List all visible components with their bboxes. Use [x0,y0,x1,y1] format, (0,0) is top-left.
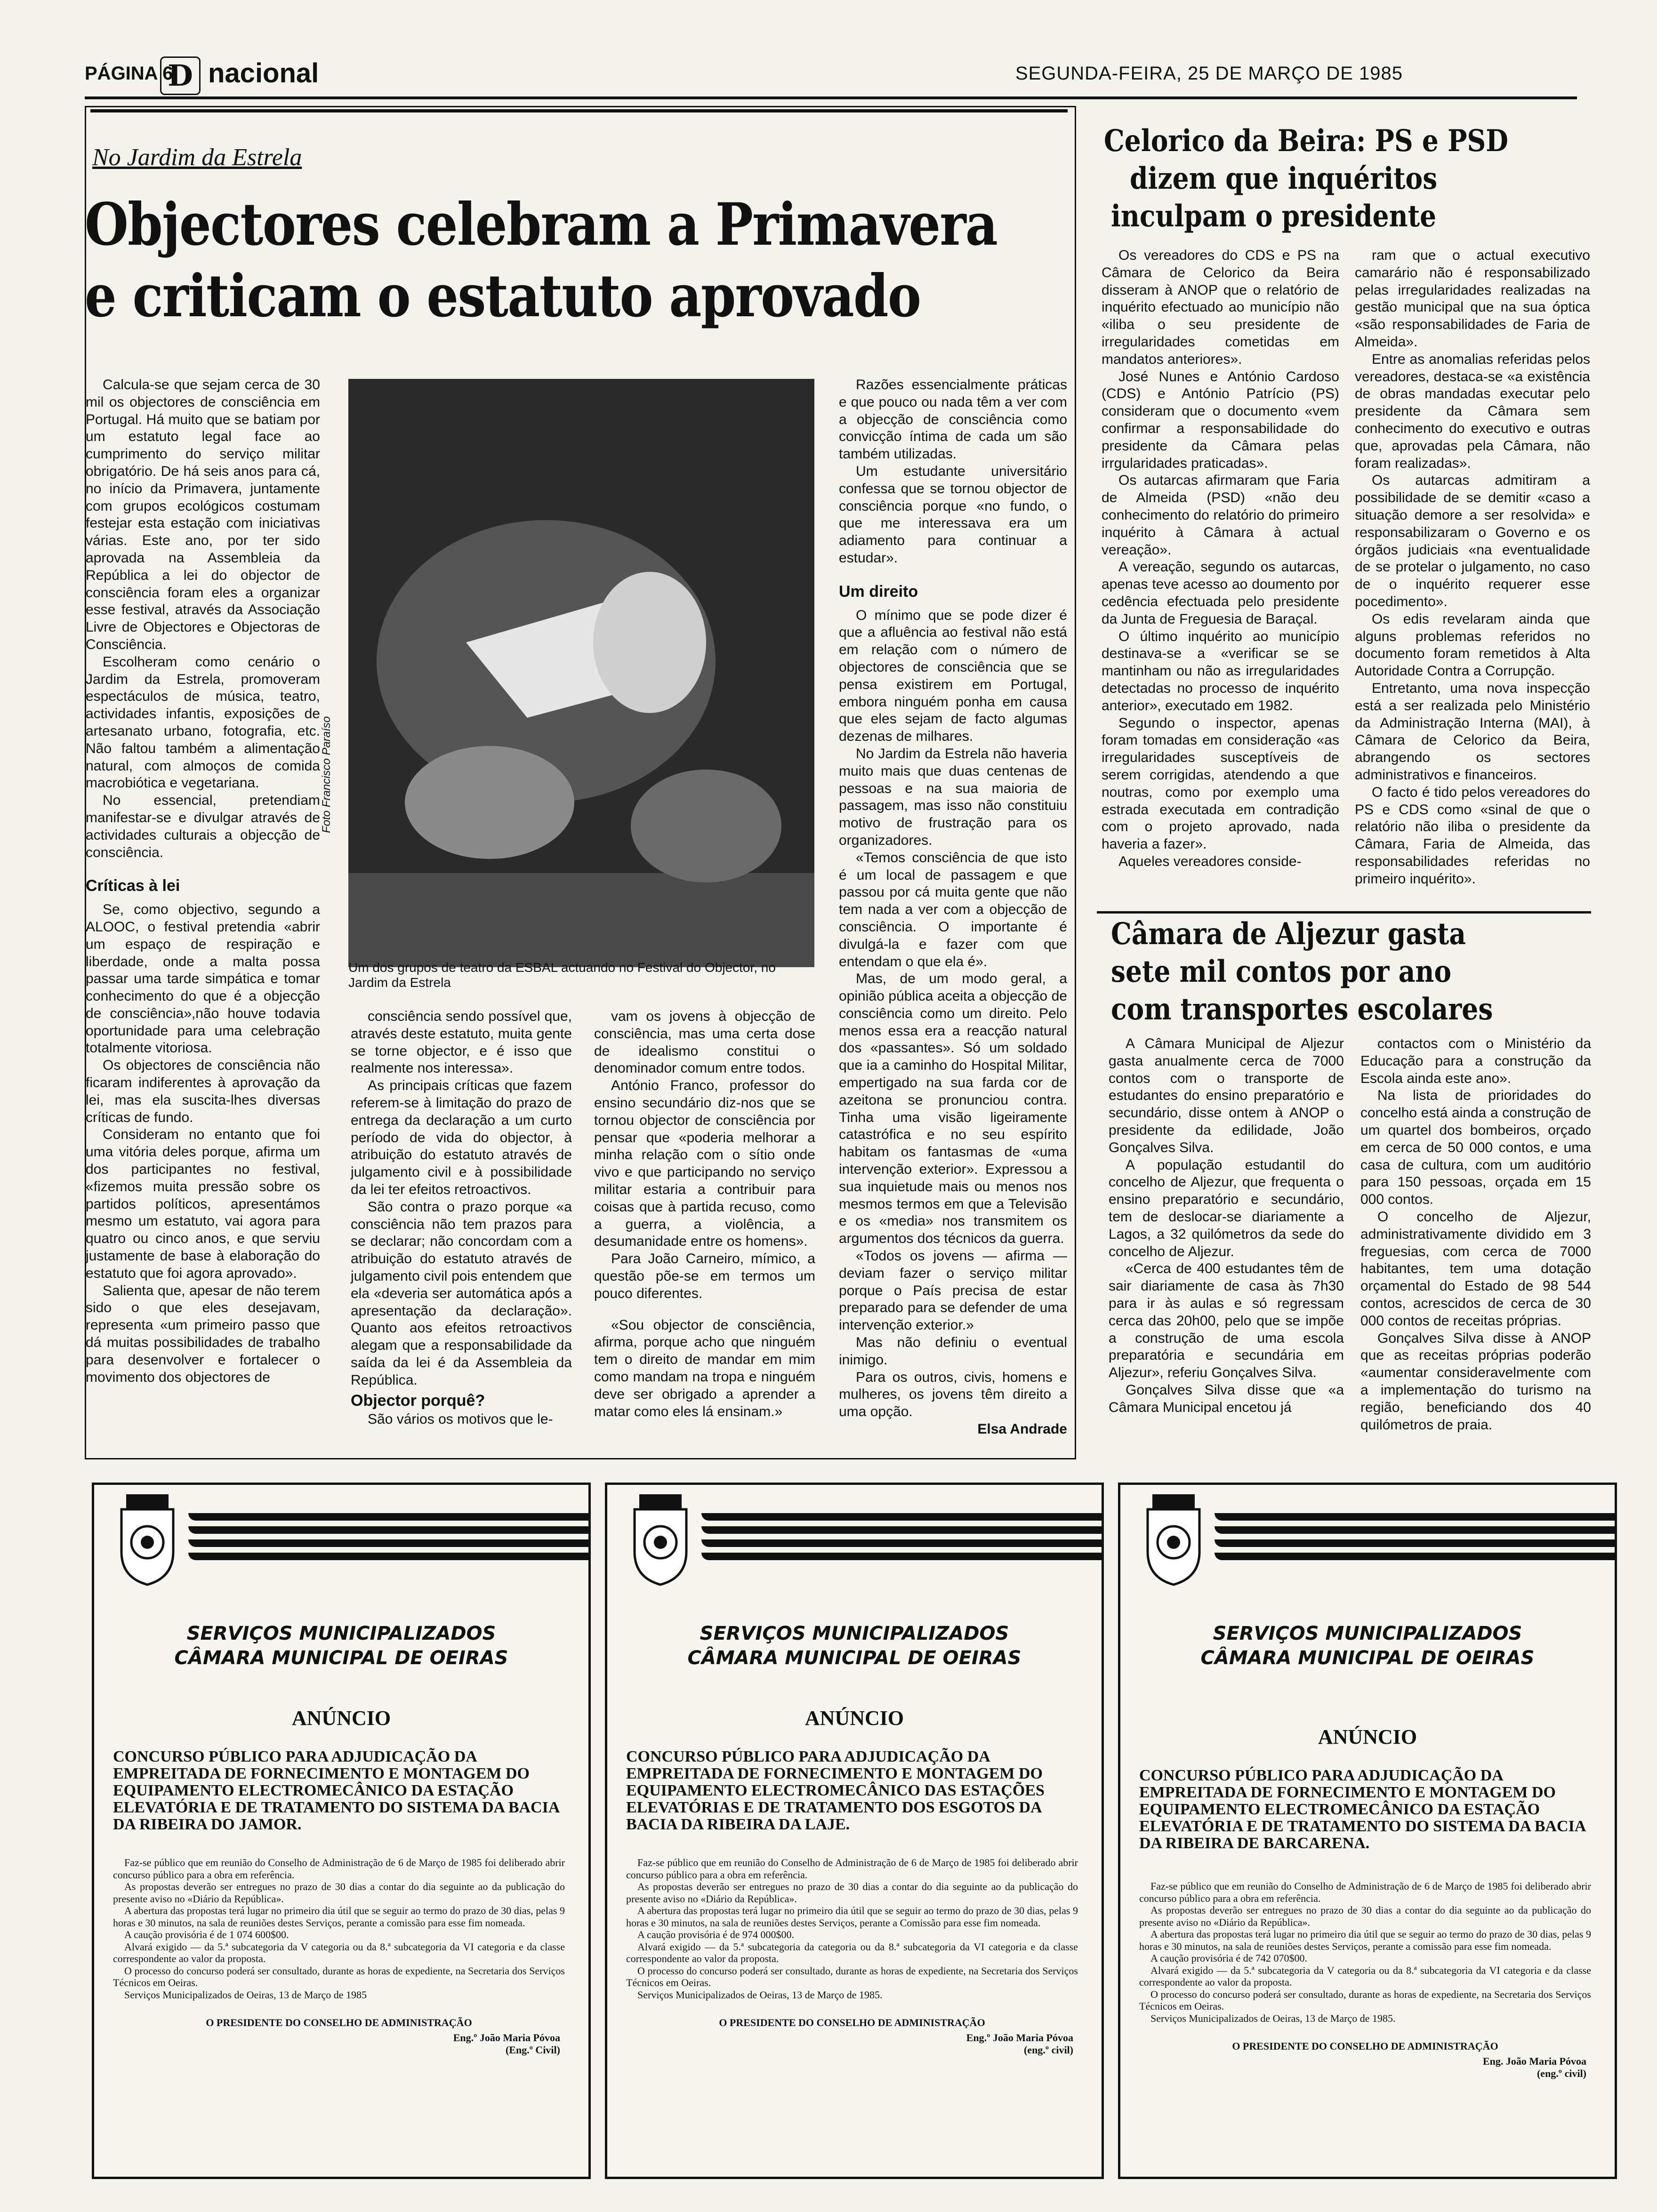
photo-image [348,379,814,967]
engineer-title: (eng.º civil) [1536,2068,1586,2079]
org-line-1: SERVIÇOS MUNICIPALIZADOS [186,1623,496,1644]
ad-announcement-label: ANÚNCIO [804,1707,904,1730]
paragraph: Na lista de prioridades do concelho está ainda a construção de um quartel dos bombeiros, orçado em cerca de 50 000 contos, e uma casa de cultura, com um auditório para 150 pessoas, orçada em 15 000 contos. [1360,1088,1591,1208]
paragraph: O processo do concurso poderá ser consultado, durante as horas de expediente, na Secretaria dos Serviços Técnicos em Oeiras. [113,1964,565,1988]
oeiras-ad-1 [92,1483,591,2179]
paragraph: Entre as anomalias referidas pelos vereadores, destaca-se «a existência de obras mandadas executar pelo presidente da Câmara sem conhecimento do executivo e outras que, aprovadas pela Câmara, não foram realizadas». [1355,351,1590,471]
paragraph: consciência sendo possível que, através deste estatuto, muita gente se torne objector, e é isso que realmente nos interessa». [351,1009,572,1076]
paragraph: vam os jovens à objecção de consciência, mas uma certa dose de idealismo constitui o denominador comum entre todos. [594,1009,815,1076]
lead-col-4 [839,377,1067,1438]
lead-top-rule [90,109,1068,112]
newspaper-logo-icon: D [160,56,201,95]
paragraph: Alvará exigido — da 5.ª subcategoria da V categoria ou da 8.ª subcategoria da VI categoria e da classe correspondente ao valor da proposta. [1139,1964,1591,1988]
org-line-1: SERVIÇOS MUNICIPALIZADOS [700,1623,1009,1644]
header-rule [85,96,1577,99]
subheading-criticas: Críticas à lei [86,877,180,895]
paragraph: Consideram no entanto que foi uma vitória deles porque, afirma um dos participantes no festival, «fizemos muita pressão sobre os partidos políticos, apresentámos mesmo um estatuto, vai agora para quatro ou cinco anos, e que serviu justamente de base à elaboração do estatuto que foi agora aprovado». [86,1127,320,1281]
ad-announcement-label: ANÚNCIO [1318,1725,1417,1748]
lead-col-2 [351,1008,572,1428]
lead-headline-1: Objectores celebram a Primavera [85,191,997,259]
paragraph: A Câmara Municipal de Aljezur gasta anualmente cerca de 7000 contos com o transporte de estudantes do ensino preparatório e secundário, disse ontem à ANOP o presidente da edilidade, João Gonçalves Silva. [1109,1036,1344,1155]
paragraph: «Temos consciência de que isto é um local de passagem e que passou por cá muita gente que não tem nada a ver com a objecção de consciência. O importante é divulgá-la e fazer com que entendam o que ela é». [839,850,1067,970]
paragraph: Faz-se público que em reunião do Conselho de Administração de 6 de Março de 1985 foi deliberado abrir concurso público para a obra em referência. [1139,1880,1591,1904]
lead-kicker: No Jardim da Estrela [92,144,302,171]
paragraph: António Franco, professor do ensino secundário diz-nos que se tornou objector de consciência por pensar que «poderia melhorar a minha relação com o sítio onde vivo e que participando no serviço militar estaria a contribuir para coisas que à partida recuso, como a guerra, a violência, a desumanidade entre os homens». [594,1078,815,1250]
paragraph: A vereação, segundo os autarcas, apenas teve acesso ao doumento por cedência efectuada pelo presidente da Junta de Freguesia de Baraçal. [1102,559,1339,627]
paragraph: No essencial, pretendiam manifestar-se e divulgar através de actividades culturais a objecção de consciência. [86,793,320,860]
decorative-stripes [1215,1513,1615,1574]
org-line-2: CÂMARA MUNICIPAL DE OEIRAS [1200,1647,1535,1669]
photo-caption: Um dos grupos de teatro da ESBAL actuando no Festival do Objector, no Jardim da Estrela [348,960,776,990]
lead-headline-2: e criticam o estatuto aprovado [85,262,921,330]
ad-organization [1120,1621,1615,1670]
decorative-stripes [188,1513,588,1574]
ad-title: CONCURSO PÚBLICO PARA ADJUDICAÇÃO DA EMPREITADA DE FORNECIMENTO E MONTAGEM DO EQUIPAMENTO ELECTROMECÂNICO DAS ESTAÇÕES ELEVATÓRIAS E DE TRATAMENTO DOS ESGOTOS DA BACIA DA RIBEIRA DA LAJE. [626,1748,1045,1833]
section-name: nacional [208,58,319,88]
paragraph: A caução provisória é de 742 070$00. [1150,1952,1307,1964]
oeiras-ad-2 [605,1483,1104,2179]
paragraph: Para os outros, civis, homens e mulheres, os jovens têm direito a uma opção. [839,1369,1067,1420]
paragraph: Serviços Municipalizados de Oeiras, 13 de Março de 1985 [124,1988,367,2001]
paragraph: O facto é tido pelos vereadores do PS e CDS como «sinal de que o relatório não iliba o presidente da Câmara, Faria de Almeida, das responsabilidades referidas no primeiro inquérito». [1355,784,1590,887]
paragraph: Salienta que, apesar de não terem sido o que eles desejavam, representa «um primeiro passo que dá muitas possibilidades de trabalho para desenvolver e fortalecer o movimento dos objectores de [86,1282,320,1385]
engineer-title: (Eng.º Civil) [505,2044,560,2056]
paragraph: «Todos os jovens — afirma — deviam fazer o serviço militar porque o País precisa de estar preparado para se defender de uma intervenção exterior.» [839,1248,1067,1333]
org-line-1: SERVIÇOS MUNICIPALIZADOS [1213,1623,1522,1644]
ad-body [113,1857,565,2001]
aljezur-headline-2: sete mil contos por ano [1111,954,1452,989]
paragraph: A caução provisória é de 974 000$00. [637,1929,794,1940]
ad-engineer [966,2032,1073,2056]
paragraph: Gonçalves Silva disse à ANOP que as receitas próprias poderão «aumentar consideravelmente com a implementação do turismo na região, beneficiando dos 40 quilómetros de praia. [1360,1330,1591,1433]
celorico-headline-2: dizem que inquéritos [1130,161,1438,196]
ad-president: O PRESIDENTE DO CONSELHO DE ADMINISTRAÇÃO [1232,2040,1498,2052]
paragraph: Alvará exigido — da 5.ª subcategoria da categoria ou da 8.ª subcategoria da VI categoria e da classe correspondente ao valor da proposta. [626,1940,1078,1964]
oeiras-ad-3 [1118,1483,1617,2179]
paragraph: O mínimo que se pode dizer é que a afluência ao festival não está em relação com o número de objectores de consciência que se pensa existirem em Portugal, embora ninguém ponha em causa que eles sejam de facto algumas dezenas de milhares. [839,607,1067,745]
celorico-headline-3: inculpam o presidente [1111,199,1437,234]
paragraph: Serviços Municipalizados de Oeiras, 13 de Março de 1985. [1150,2012,1396,2024]
ad-organization [607,1621,1102,1670]
aljezur-headline-3: com transportes escolares [1111,992,1493,1027]
paragraph: «Sou objector de consciência, afirma, porque acho que ninguém tem o direito de mandar em mim como mandam na tropa e ninguém deve ser obrigado a aprender a matar como eles lá ensinam.» [594,1317,815,1419]
paragraph: Mas não definiu o eventual inimigo. [839,1335,1067,1368]
ad-engineer [453,2032,560,2056]
paragraph: ram que o actual executivo camarário não é responsabilizado pelas irregularidades realizadas na gestão municipal que na sua óptica «são responsabilidades de Faria de Almeida». [1355,248,1590,350]
org-line-2: CÂMARA MUNICIPAL DE OEIRAS [687,1647,1022,1669]
ad-organization [94,1621,588,1670]
engineer-name: Eng. João Maria Póvoa [1483,2055,1586,2067]
ad-president: O PRESIDENTE DO CONSELHO DE ADMINISTRAÇÃO [206,2017,472,2028]
paragraph: Faz-se público que em reunião do Conselho de Administração de 6 de Março de 1985 foi deliberado abrir concurso público para a obra em referência. [626,1857,1078,1881]
paragraph: Os edis revelaram ainda que alguns problemas referidos no documento foram remetidos à Alta Autoridade Contra a Corrupção. [1355,611,1590,679]
ad-engineer [1483,2055,1586,2080]
aljezur-headline-1: Câmara de Aljezur gasta [1111,916,1466,952]
lead-col-3 [594,1008,815,1420]
paragraph: Calcula-se que sejam cerca de 30 mil os objectores de consciência em Portugal. Há muito que se batiam por um estatuto legal face ao cumprimento do serviço militar obrigatório. De há seis anos para cá, no início da Primavera, juntamente com grupos ecológicos costumam festejar esta estação com iniciativas várias. Este ano, por ter sido aprovada na Assembleia da República a lei do objector de consciência foram eles a organizar esse festival, através da Associação Livre de Objectores e Objectoras de Consciência. [86,377,320,652]
engineer-title: (eng.º civil) [1023,2044,1073,2056]
ad-body [1139,1880,1591,2024]
paragraph: O processo do concurso poderá ser consultado, durante as horas de expediente, na Secretaria dos Serviços Técnicos em Oeiras. [626,1964,1078,1988]
paragraph: Os autarcas admitiram a possibilidade de se demitir «caso a situação demore a ser resolvida» e responsabilizaram o Governo e os órgãos judiciais «na eventualidade de se protelar o julgamento, no caso de o inquérito requerer esse pocedimento». [1355,473,1590,609]
paragraph: Os vereadores do CDS e PS na Câmara de Celorico da Beira disseram à ANOP que o relatório de inquérito efectuado ao município não «iliba o seu presidente de irregularidades cometidas em mandatos anteriores». [1102,248,1339,367]
paragraph: Alvará exigido — da 5.ª subcategoria da V categoria ou da 8.ª subcategoria da VI categoria e da classe correspondente ao valor da proposta. [113,1940,565,1964]
issue-date: SEGUNDA-FEIRA, 25 DE MARÇO DE 1985 [1015,63,1403,84]
paragraph: Se, como objectivo, segundo a ALOOC, o festival pretendia «abrir um espaço de respiração e liberdade, onde a malta possa passar uma tarde simpática e tomar conhecimento do que é a objecção de consciência»,não houve todavia oportunidade para uma celebração totalmente vitoriosa. [86,902,320,1056]
ad-president: O PRESIDENTE DO CONSELHO DE ADMINISTRAÇÃO [719,2017,985,2028]
paragraph: As propostas deverão ser entregues no prazo de 30 dias a contar do dia seguinte ao da publicação do presente aviso no «Diário da República». [113,1881,565,1905]
ad-body [626,1857,1078,2001]
paragraph: A caução provisória é de 1 074 600$00. [124,1929,289,1940]
author-signature: Elsa Andrade [977,1421,1067,1437]
celorico-headline-1: Celorico da Beira: PS e PSD [1104,123,1508,159]
paragraph: O concelho de Aljezur, administrativamente dividido em 3 freguesias, com cerca de 7000 habitantes, tem uma dotação orçamental do Estado de 98 544 contos, acrescidos de cerca de 30 000 contos de receitas próprias. [1360,1209,1591,1329]
subheading-um-direito: Um direito [839,582,918,601]
paragraph: contactos com o Ministério da Educação para a construção da Escola ainda este ano». [1360,1036,1591,1086]
celorico-col-2 [1355,247,1590,888]
ad-announcement-label: ANÚNCIO [291,1707,391,1730]
paragraph: Mas, de um modo geral, a opinião pública aceita a objecção de consciência como um direito. Pelo menos essa era a reacção natural dos «passantes». Só um soldado que ia a caminho do Hospital Militar, empertigado na sua farda cor de azeitona se pronunciou contra. Tinha uma visão ligeiramente catastrófica e no seu espírito habitam os fantasmas de «uma intervenção exterior». Expressou a sua inquietude mais ou menos nos mesmos termos em que a Televisão e os «media» nos transmitem os argumentos dos técnicos da guerra. [839,971,1067,1247]
photo-credit: Foto Francisco Paraíso [320,716,333,833]
ad-title: CONCURSO PÚBLICO PARA ADJUDICAÇÃO DA EMPREITADA DE FORNECIMENTO E MONTAGEM DO EQUIPAMENTO ELECTROMECÂNICO DA ESTAÇÃO ELEVATÓRIA E DE TRATAMENTO DO SISTEMA DA BACIA DA RIBEIRA DE BARCARENA. [1139,1767,1585,1852]
paragraph: Serviços Municipalizados de Oeiras, 13 de Março de 1985. [637,1988,883,2001]
paragraph: A abertura das propostas terá lugar no primeiro dia útil que se seguir ao termo do prazo de 30 dias, pelas 9 horas e 30 minutos, na sala de reuniões destes Serviços, perante a comissão para esse fim nomeada. [113,1905,565,1929]
ad-title: CONCURSO PÚBLICO PARA ADJUDICAÇÃO DA EMPREITADA DE FORNECIMENTO E MONTAGEM DO EQUIPAMENTO ELECTROMECÂNICO DA ESTAÇÃO ELEVATÓRIA E DE TRATAMENTO DO SISTEMA DA BACIA DA RIBEIRA DO JAMOR. [113,1748,559,1833]
paragraph: O último inquérito ao município destinava-se a «verificar se se mantinham ou não as irregularidades detectadas no processo de inquérito anterior», executado em 1982. [1102,628,1339,713]
paragraph: A população estudantil do concelho de Aljezur, que frequenta o ensino preparatório e secundário, tem de deslocar-se diariamente a Lagos, a 32 quilómetros da sede do concelho de Aljezur. [1109,1157,1344,1259]
paragraph: Gonçalves Silva disse que «a Câmara Municipal encetou já [1109,1382,1344,1415]
lead-col-1 [86,377,320,1386]
oeiras-crest-icon [112,1491,183,1589]
aljezur-col-2 [1360,1035,1591,1434]
paragraph: Faz-se público que em reunião do Conselho de Administração de 6 de Março de 1985 foi deliberado abrir concurso público para a obra em referência. [113,1857,565,1881]
paragraph: A abertura das propostas terá lugar no primeiro dia útil que se seguir ao termo do prazo de 30 dias, pelas 9 horas e 30 minutos, na sala de reuniões destes Serviços, perante a Comissão para esse fim nomeada. [626,1905,1078,1929]
paragraph: As propostas deverão ser entregues no prazo de 30 dias a contar do dia seguinte ao da publicação do presente aviso no «Diário da República». [626,1881,1078,1905]
decorative-stripes [701,1513,1102,1574]
paragraph: «Cerca de 400 estudantes têm de sair diariamente de casa às 7h30 para ir às aulas e só regressam cerca das 20h00, pelo que se impõe a construção de uma escola preparatória e secundária em Aljezur», referiu Gonçalves Silva. [1109,1261,1344,1381]
paragraph: José Nunes e António Cardoso (CDS) e António Patrício (PS) consideram que o documento «vem confirmar a responsabilidade do presidente da Câmara pelas irrgularidades praticadas». [1102,369,1339,471]
paragraph: Para João Carneiro, mímico, a questão põe-se em termos um pouco diferentes. [594,1251,815,1301]
aljezur-col-1 [1109,1035,1344,1417]
engineer-name: Eng.º João Maria Póvoa [453,2032,560,2044]
celorico-col-1 [1102,247,1339,871]
paragraph: A abertura das propostas terá lugar no primeiro dia útil que se seguir ao termo do prazo de 30 dias, pelas 9 horas e 30 minutos, na sala de reuniões destes Serviços, perante a comissão para esse fim nomeada. [1139,1928,1591,1952]
page-number: PÁGINA 6 [85,63,173,84]
paragraph: O processo do concurso poderá ser consultado, durante as horas de expediente, na Secretaria dos Serviços Técnicos em Oeiras. [1139,1988,1591,2012]
paragraph: Razões essencialmente práticas e que pouco ou nada têm a ver com a objecção de consciência como convicção íntima de cada um são também utilizadas. [839,377,1067,462]
paragraph: Segundo o inspector, apenas foram tomadas em consideração «as irregularidades susceptíveis de serem corrigidas, atendendo a que noutras, como por exemplo uma estrada executada em contradição com o projeto aprovado, nada haveria a fazer». [1102,715,1339,852]
paragraph: Um estudante universitário confessa que se tornou objector de consciência porque «no fundo, o que me interessava era um adiamento para continuar a estudar». [839,463,1067,566]
paragraph: Escolheram como cenário o Jardim da Estrela, promoveram espectáculos de música, teatro, actividades infantis, exposições de artesanato urbano, fotografia, etc. Não faltou também a alimentação natural, com almoços de comida macrobiótica e vegetariana. [86,654,320,791]
paragraph: São contra o prazo porque «a consciência não tem prazos para se declarar; não concordam com a atribuição do estatuto através de julgamento civil pois entendem que ela «deveria ser automática após a apresentação da declaração». Quanto aos efeitos retroactivos alegam que a responsabilidade da saída da lei é da Assembleia da República. [351,1199,572,1388]
paragraph: São vários os motivos que le- [368,1411,553,1427]
page-header [85,56,1577,94]
paragraph: Entretanto, uma nova inspecção está a ser realizada pelo Ministério da Administração Interna (MAI), à Câmara de Celorico da Beira, abrangendo os sectores administrativos e financeiros. [1355,680,1590,783]
paragraph: Os objectores de consciência não ficaram indiferentes à aprovação da lei, mas ela suscita-lhes diversas críticas de fundo. [86,1058,320,1125]
org-line-2: CÂMARA MUNICIPAL DE OEIRAS [174,1647,508,1669]
paragraph: Os autarcas afirmaram que Faria de Almeida (PSD) «não deu conhecimento do relatório do primeiro inquérito à Câmara à actual vereação». [1102,473,1339,558]
oeiras-crest-icon [625,1491,696,1589]
subheading-objector-porque: Objector porquê? [351,1391,485,1410]
engineer-name: Eng.º João Maria Póvoa [966,2032,1073,2044]
paragraph: As principais críticas que fazem referem-se à limitação do prazo de entrega da declaração a um curto período de vida do objector, à atribuição do estatuto através de julgamento civil e à possibilidade da lei ter efeitos retroactivos. [351,1078,572,1197]
celorico-bottom-rule [1097,911,1591,914]
paragraph: As propostas deverão ser entregues no prazo de 30 dias a contar do dia seguinte ao da publicação do presente aviso no «Diário da República». [1139,1904,1591,1928]
paragraph: Aqueles vereadores conside- [1118,853,1302,869]
paragraph: No Jardim da Estrela não haveria muito mais que duas centenas de pessoas e na sua maioria de passagem, mas isso não constituiu motivo de frustração para os organizadores. [839,745,1067,848]
festival-photo [348,379,814,967]
oeiras-crest-icon [1138,1491,1209,1589]
